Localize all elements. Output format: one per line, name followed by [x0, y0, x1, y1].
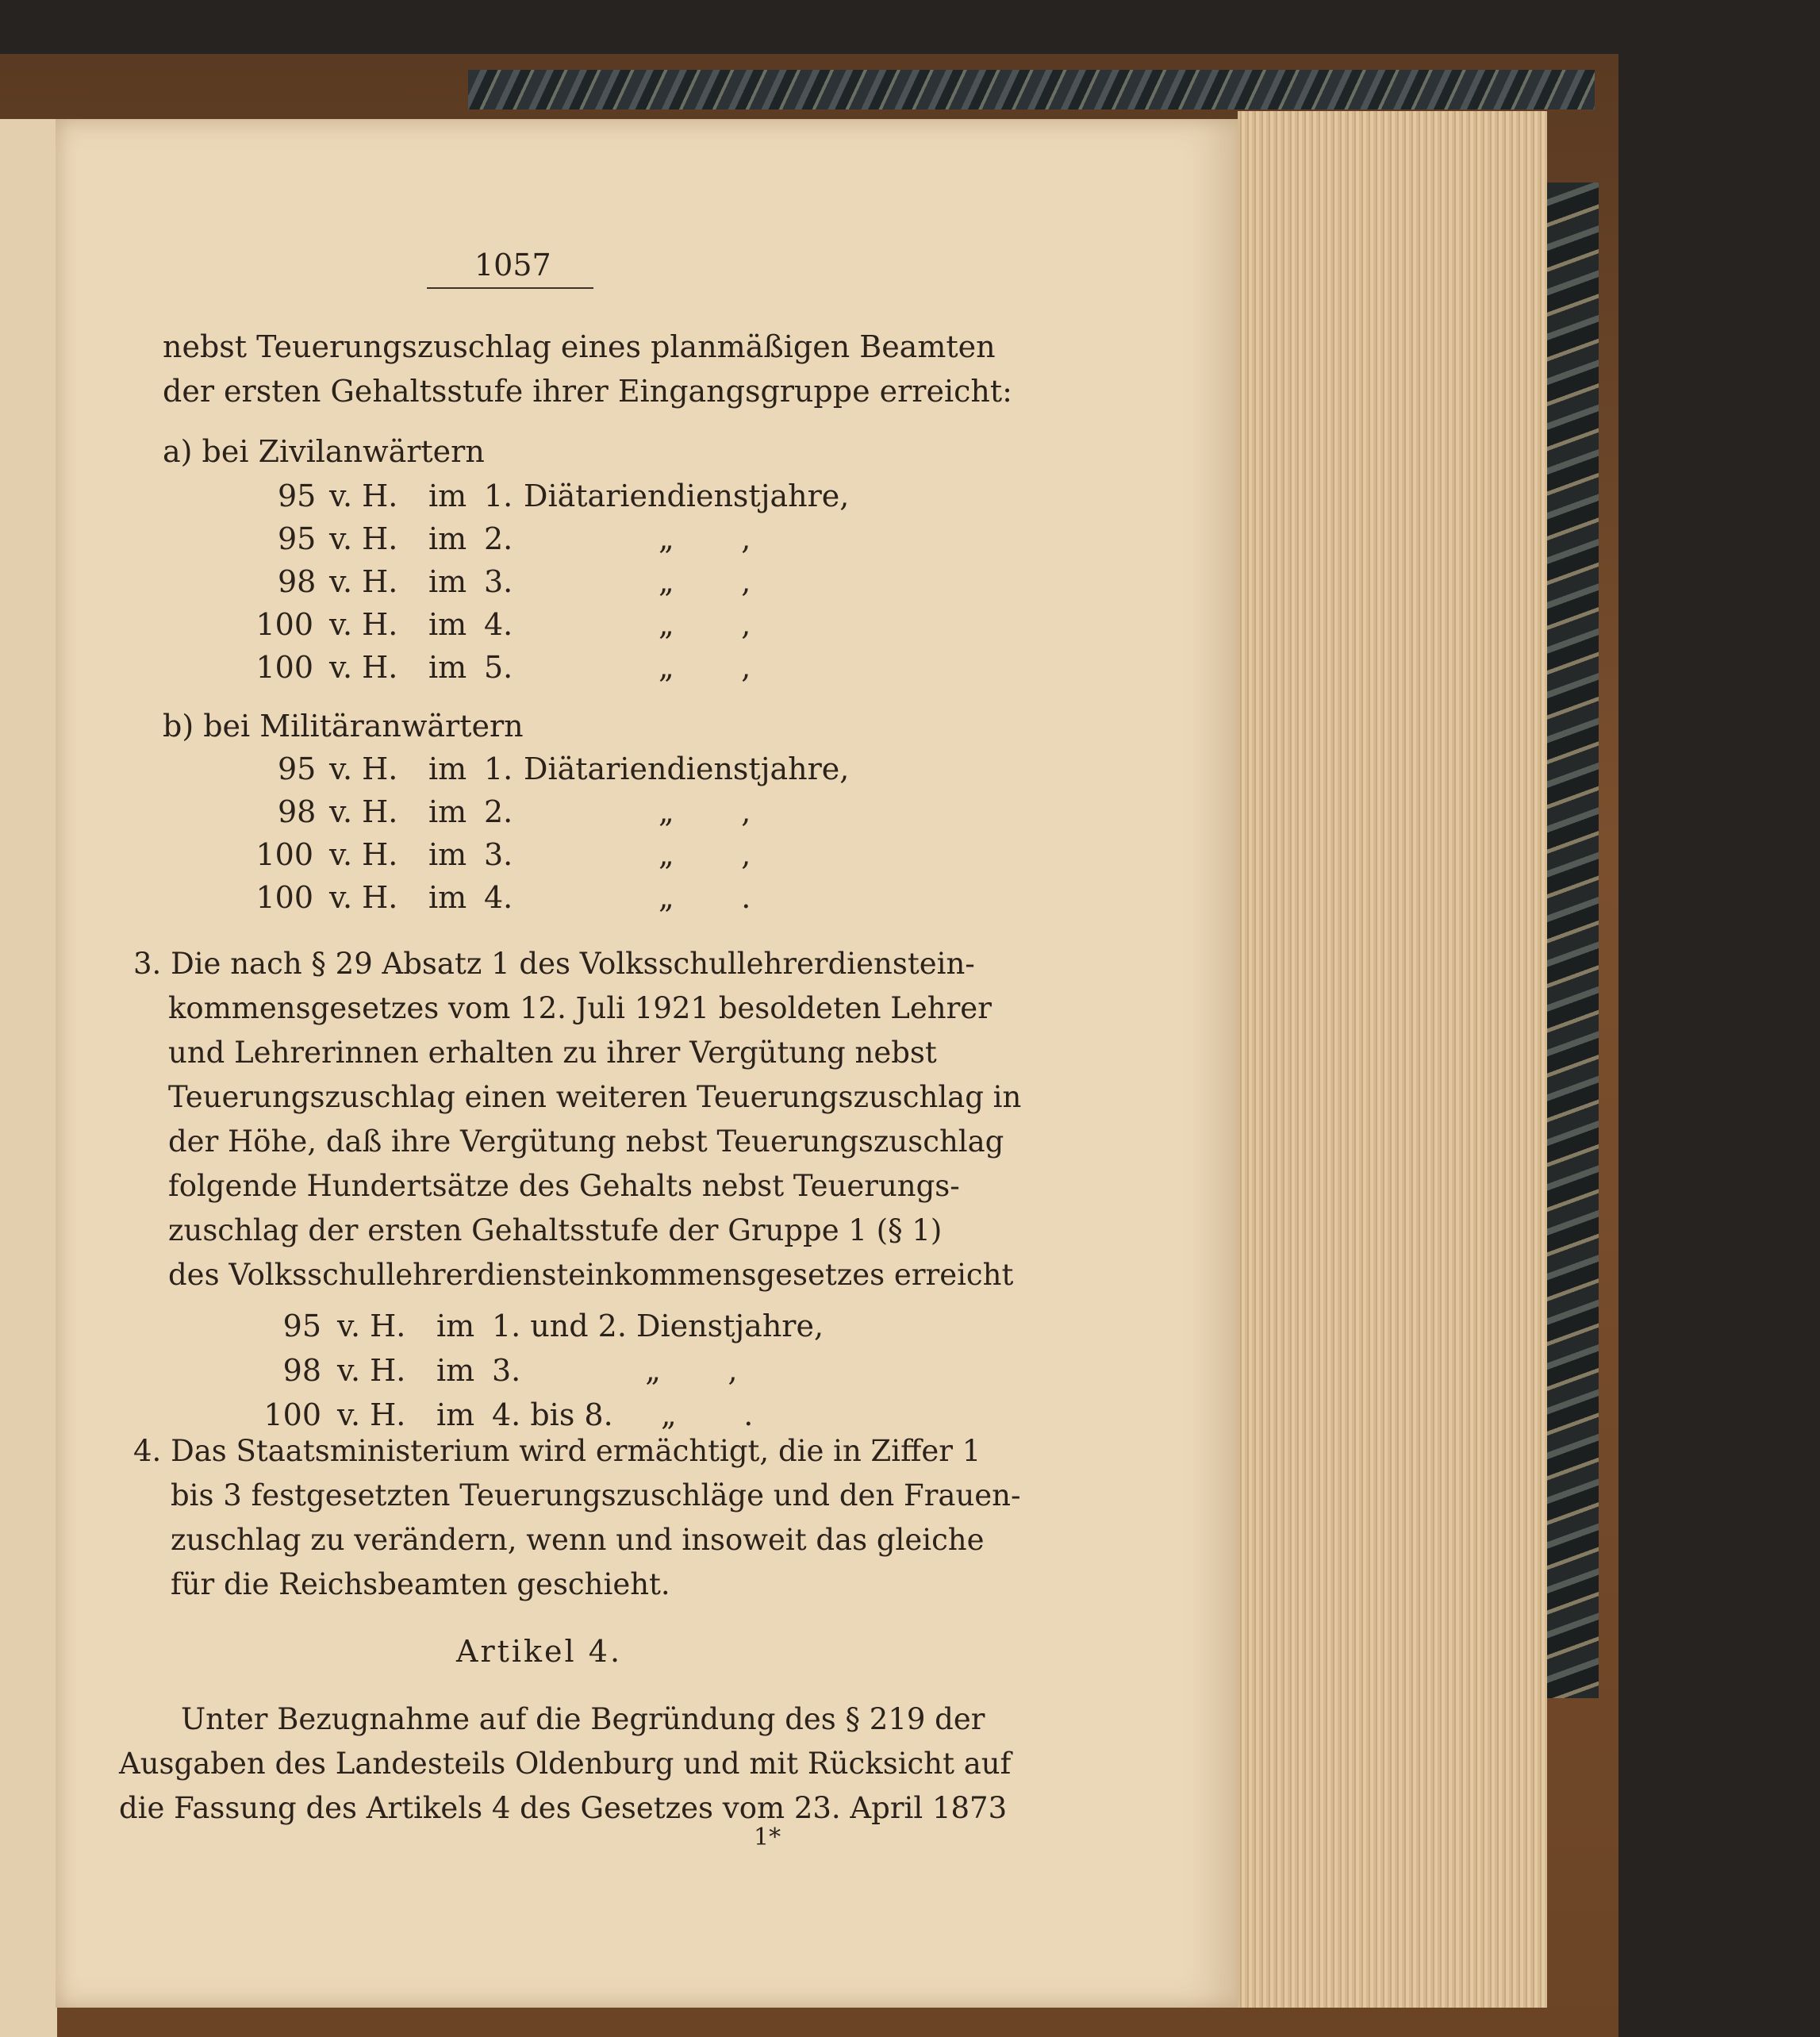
unit-label: v. H.	[329, 837, 398, 872]
text-line: und Lehrerinnen erhalten zu ihrer Vergütung nebst	[168, 1036, 937, 1070]
percent-value: 98	[282, 1353, 321, 1388]
year-label: Diätariendienstjahre,	[524, 479, 850, 513]
year-number: 4.	[484, 607, 513, 642]
unit-label: v. H.	[337, 1397, 406, 1432]
previous-page-edge	[0, 119, 57, 2037]
unit-label: v. H.	[329, 607, 398, 642]
year-number: 4.	[484, 880, 513, 915]
text-line: des Volksschullehrerdiensteinkommensgesetzes erreicht	[168, 1258, 1014, 1292]
ditto-mark: „ ,	[659, 650, 751, 685]
text-line: zuschlag zu verändern, wenn und insoweit das gleiche	[171, 1523, 985, 1557]
ditto-mark: „ ,	[659, 607, 751, 642]
text-line: Unter Bezugnahme auf die Begründung des § 219 der	[181, 1702, 985, 1736]
ditto-mark: „ ,	[659, 521, 751, 556]
im-label: im	[428, 794, 467, 829]
im-label: im	[436, 1309, 475, 1343]
unit-label: v. H.	[329, 751, 398, 786]
im-label: im	[436, 1353, 475, 1388]
unit-label: v. H.	[329, 650, 398, 685]
percent-value: 98	[278, 564, 317, 599]
unit-label: v. H.	[329, 521, 398, 556]
percent-value: 100	[255, 837, 313, 872]
text-line: 3. Die nach § 29 Absatz 1 des Volksschullehrerdienstein-	[133, 947, 975, 981]
text-line: für die Reichsbeamten geschieht.	[171, 1567, 670, 1601]
percent-value: 100	[255, 880, 313, 915]
text-line: kommensgesetzes vom 12. Juli 1921 besoldeten Lehrer	[168, 991, 992, 1025]
im-label: im	[428, 880, 467, 915]
year-number: 1.	[484, 751, 513, 786]
im-label: im	[428, 607, 467, 642]
percent-value: 95	[278, 521, 317, 556]
unit-label: v. H.	[337, 1353, 406, 1388]
year-label: 1. und 2. Dienstjahre,	[492, 1309, 824, 1343]
text-line: die Fassung des Artikels 4 des Gesetzes vom 23. April 1873	[119, 1791, 1008, 1825]
text-line: Ausgaben des Landesteils Oldenburg und mit Rücksicht auf	[119, 1747, 1012, 1781]
year-number: 5.	[484, 650, 513, 685]
page-number: 1057	[474, 248, 551, 282]
im-label: im	[428, 564, 467, 599]
percent-value: 98	[278, 794, 317, 829]
ditto-mark: „ ,	[659, 564, 751, 599]
percent-value: 100	[255, 650, 313, 685]
unit-label: v. H.	[329, 479, 398, 513]
im-label: im	[436, 1397, 475, 1432]
year-label: 4. bis 8. „ .	[492, 1397, 754, 1432]
im-label: im	[428, 479, 467, 513]
year-number: 3.	[484, 564, 513, 599]
year-label: 3. „ ,	[492, 1353, 738, 1388]
im-label: im	[428, 837, 467, 872]
text-line: nebst Teuerungszuschlag eines planmäßigen Beamten	[163, 329, 996, 364]
percent-value: 95	[282, 1309, 321, 1343]
article-heading: Artikel 4.	[456, 1634, 623, 1669]
im-label: im	[428, 521, 467, 556]
percent-value: 95	[278, 751, 317, 786]
text-line: der Höhe, daß ihre Vergütung nebst Teuerungszuschlag	[168, 1124, 1004, 1159]
percent-value: 95	[278, 479, 317, 513]
text-line: Teuerungszuschlag einen weiteren Teuerungszuschlag in	[168, 1080, 1022, 1114]
unit-label: v. H.	[329, 880, 398, 915]
section-heading-b: b) bei Militäranwärtern	[163, 709, 524, 744]
year-number: 2.	[484, 794, 513, 829]
im-label: im	[428, 751, 467, 786]
marbled-cover-top	[468, 70, 1595, 110]
ditto-mark: „ ,	[659, 837, 751, 872]
text-line: 4. Das Staatsministerium wird ermächtigt, die in Ziffer 1	[133, 1434, 981, 1468]
ditto-mark: „ ,	[659, 794, 751, 829]
text-line: bis 3 festgesetzten Teuerungszuschläge und den Frauen-	[171, 1478, 1021, 1512]
page-block-edges	[1238, 111, 1547, 2008]
year-number: 3.	[484, 837, 513, 872]
signature-mark: 1*	[754, 1824, 781, 1851]
year-label: Diätariendienstjahre,	[524, 751, 850, 786]
unit-label: v. H.	[337, 1309, 406, 1343]
text-line: der ersten Gehaltsstufe ihrer Eingangsgruppe erreicht:	[163, 374, 1012, 409]
year-number: 2.	[484, 521, 513, 556]
percent-value: 100	[255, 607, 313, 642]
text-line: folgende Hundertsätze des Gehalts nebst Teuerungs-	[168, 1169, 960, 1203]
unit-label: v. H.	[329, 794, 398, 829]
year-number: 1.	[484, 479, 513, 513]
header-rule	[427, 287, 593, 289]
marbled-cover-side	[1547, 183, 1599, 1698]
unit-label: v. H.	[329, 564, 398, 599]
im-label: im	[428, 650, 467, 685]
text-line: zuschlag der ersten Gehaltsstufe der Gruppe 1 (§ 1)	[168, 1213, 943, 1247]
percent-value: 100	[263, 1397, 321, 1432]
ditto-mark: „ .	[659, 880, 751, 915]
section-heading-a: a) bei Zivilanwärtern	[163, 434, 485, 469]
